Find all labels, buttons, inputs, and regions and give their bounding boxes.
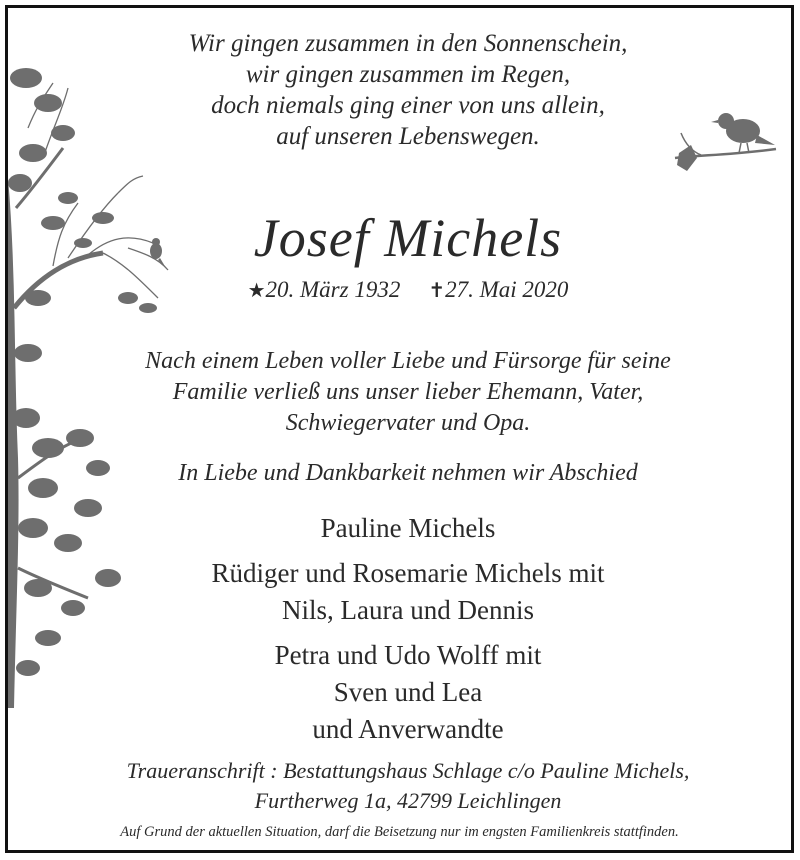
small-bird-icon	[150, 238, 166, 268]
mourner-line: Pauline Michels	[320, 513, 496, 543]
poem-line: auf unseren Lebenswegen.	[276, 123, 540, 150]
life-dates	[198, 276, 618, 305]
death-cross-icon: ✝	[428, 280, 446, 302]
mourning-address	[68, 756, 748, 816]
mourner-line: Nils, Laura und Dennis	[282, 595, 534, 625]
mourner-line: und Anverwandte	[312, 714, 504, 744]
address-line: Furtherweg 1a, 42799 Leichlingen	[254, 788, 562, 813]
message	[68, 346, 748, 439]
deceased-name: Josef Michels	[253, 208, 563, 268]
bird-branch-icon	[671, 103, 781, 183]
poem-line: Wir gingen zusammen in den Sonnenschein,	[188, 30, 628, 57]
mourners	[128, 510, 688, 748]
mourner-line: Rüdiger und Rosemarie Michels mit	[211, 558, 605, 588]
farewell-line: In Liebe und Dankbarkeit nehmen wir Abschied	[178, 460, 638, 486]
message-line: Schwiegervater und Opa.	[285, 410, 531, 436]
burial-note: Auf Grund der aktuellen Situation, darf die Beisetzung nur im engsten Familienkreis stattfinden.	[120, 824, 679, 840]
obituary-card	[5, 5, 794, 853]
mourner-line: Petra und Udo Wolff mit	[274, 640, 542, 670]
address-line: Traueranschrift : Bestattungshaus Schlage c/o Pauline Michels,	[126, 758, 690, 783]
poem	[138, 28, 678, 152]
poem-line: wir gingen zusammen im Regen,	[245, 61, 571, 88]
message-line: Nach einem Leben voller Liebe und Fürsorge für seine	[145, 348, 671, 374]
birth-star-icon: ★	[247, 280, 266, 302]
poem-line: doch niemals ging einer von uns allein,	[211, 92, 605, 119]
death-date: 27. Mai 2020	[445, 277, 569, 302]
message-line: Familie verließ uns unser lieber Ehemann, Vater,	[172, 379, 644, 405]
birth-date: 20. März 1932	[265, 277, 401, 302]
mourner-line: Sven und Lea	[333, 677, 483, 707]
